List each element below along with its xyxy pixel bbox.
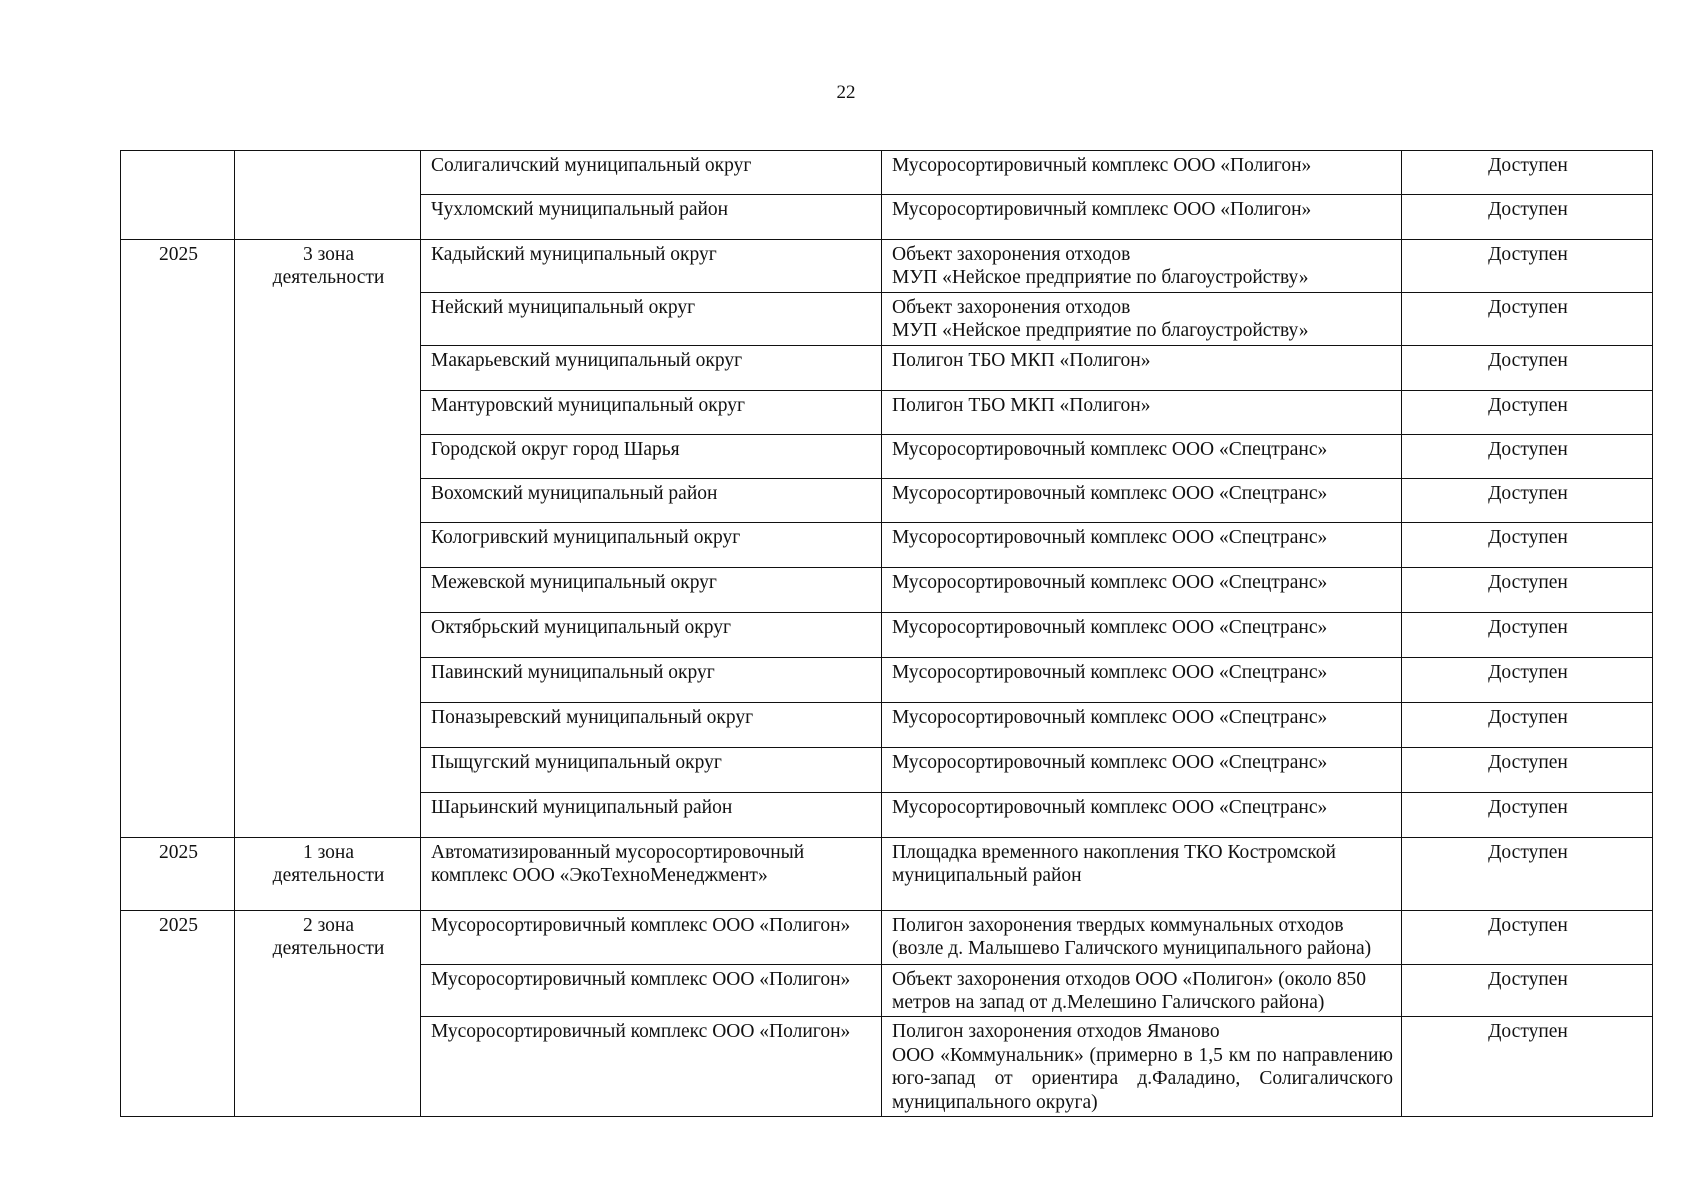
table-row [121,837,1653,910]
status-cell: Доступен [1402,522,1653,567]
zone-cell: 2 зона деятельности [235,910,421,1116]
status-cell: Доступен [1402,292,1653,345]
zone-cell: 3 зона деятельности [235,240,421,838]
facility-line: Объект захоронения отходов [892,244,1131,265]
municipality-cell: Октябрьский муниципальный округ [421,612,882,657]
municipality-cell: Кадыйский муниципальный округ [421,240,882,293]
facility-line: Мусоросортировичный комплекс ООО «Полигон» [892,155,1312,176]
facility-line: Мусоросортировочный комплекс ООО «Спецтранс» [892,438,1328,460]
municipality-cell: Мусоросортировичный комплекс ООО «Полигон» [421,910,882,964]
facility-line: МУП «Нейское предприятие по благоустройству» [892,267,1309,289]
municipality-cell: Межевской муниципальный округ [421,567,882,612]
facility-line: Мусоросортировичный комплекс ООО «Полигон» [892,199,1312,220]
status-cell: Доступен [1402,792,1653,837]
facility-line: ООО «Коммунальник» (примерно в 1,5 км по направлению юго-запад от ориентира д.Фаладино, Солигаличского муниципального округа) [892,1044,1393,1113]
facility-line: Полигон ТБО МКП «Полигон» [892,394,1151,416]
year-cell: 2025 [121,910,235,1116]
facility-cell [882,151,1402,195]
facility-line: Мусоросортировочный комплекс ООО «Спецтранс» [892,526,1328,548]
status-cell: Доступен [1402,747,1653,792]
status-cell: Доступен [1402,567,1653,612]
status-cell: Доступен [1402,1017,1653,1117]
facility-line: Мусоросортировочный комплекс ООО «Спецтранс» [892,706,1328,728]
facility-line: Полигон захоронения твердых коммунальных отходов (возле д. Малышево Галичского муниципального района) [892,914,1372,959]
facility-line: МУП «Нейское предприятие по благоустройству» [892,320,1309,342]
status-cell: Доступен [1402,612,1653,657]
facility-line: Мусоросортировочный комплекс ООО «Спецтранс» [892,482,1328,504]
municipality-cell: Макарьевский муниципальный округ [421,345,882,390]
year-cell [121,151,235,240]
municipality-cell: Мантуровский муниципальный округ [421,390,882,434]
status-cell: Доступен [1402,345,1653,390]
year-cell: 2025 [121,837,235,910]
table-row [121,910,1653,964]
facility-cell [882,792,1402,837]
facility-cell [882,292,1402,345]
municipality-cell: Мусоросортировичный комплекс ООО «Полигон» [421,964,882,1017]
status-cell: Доступен [1402,657,1653,702]
municipality-cell: Нейский муниципальный округ [421,292,882,345]
status-cell: Доступен [1402,434,1653,478]
zone-cell [235,151,421,240]
facility-cell [882,240,1402,293]
zone-cell: 1 зона деятельности [235,837,421,910]
facility-line: Мусоросортировочный комплекс ООО «Спецтранс» [892,616,1328,638]
municipality-cell: Кологривский муниципальный округ [421,522,882,567]
facility-line: Мусоросортировочный комплекс ООО «Спецтранс» [892,571,1328,593]
facility-cell [882,567,1402,612]
municipality-cell: Вохомский муниципальный район [421,478,882,522]
status-cell: Доступен [1402,478,1653,522]
facility-cell [882,478,1402,522]
municipality-cell: Чухломский муниципальный район [421,195,882,240]
year-cell: 2025 [121,240,235,838]
status-cell: Доступен [1402,390,1653,434]
facility-cell [882,964,1402,1017]
facility-line: Мусоросортировочный комплекс ООО «Спецтранс» [892,751,1328,773]
facility-cell [882,747,1402,792]
facility-line: Мусоросортировочный комплекс ООО «Спецтранс» [892,796,1328,818]
page-number: 22 [836,82,856,103]
status-cell: Доступен [1402,195,1653,240]
status-cell: Доступен [1402,910,1653,964]
facility-line: Полигон ТБО МКП «Полигон» [892,349,1151,371]
status-cell: Доступен [1402,964,1653,1017]
municipality-cell: Автоматизированный мусоросортировочный комплекс ООО «ЭкоТехноМенеджмент» [421,837,882,910]
facility-cell [882,837,1402,910]
facility-cell [882,522,1402,567]
facility-cell [882,702,1402,747]
municipality-cell: Мусоросортировичный комплекс ООО «Полигон» [421,1017,882,1117]
municipality-cell: Солигаличский муниципальный округ [421,151,882,195]
table-row [121,240,1653,293]
status-cell: Доступен [1402,837,1653,910]
municipality-cell: Городской округ город Шарья [421,434,882,478]
facility-line: Мусоросортировочный комплекс ООО «Спецтранс» [892,661,1328,683]
status-cell: Доступен [1402,240,1653,293]
facility-cell [882,390,1402,434]
facility-cell [882,434,1402,478]
facility-cell [882,1017,1402,1117]
municipality-cell: Павинский муниципальный округ [421,657,882,702]
status-cell: Доступен [1402,702,1653,747]
municipality-cell: Шарьинский муниципальный район [421,792,882,837]
facility-cell [882,345,1402,390]
facility-cell [882,657,1402,702]
facility-cell [882,195,1402,240]
table-row [121,151,1653,195]
facilities-table [120,150,1653,1117]
facility-line: Объект захоронения отходов ООО «Полигон» (около 850 метров на запад от д.Мелешино Галичского района) [892,968,1367,1013]
facility-line: Площадка временного накопления ТКО Костромской муниципальный район [892,841,1336,886]
facility-line: Полигон захоронения отходов Яманово [892,1021,1220,1043]
municipality-cell: Пыщугский муниципальный округ [421,747,882,792]
facility-line: Объект захоронения отходов [892,296,1131,318]
facility-cell [882,910,1402,964]
municipality-cell: Поназыревский муниципальный округ [421,702,882,747]
status-cell: Доступен [1402,151,1653,195]
facility-cell [882,612,1402,657]
